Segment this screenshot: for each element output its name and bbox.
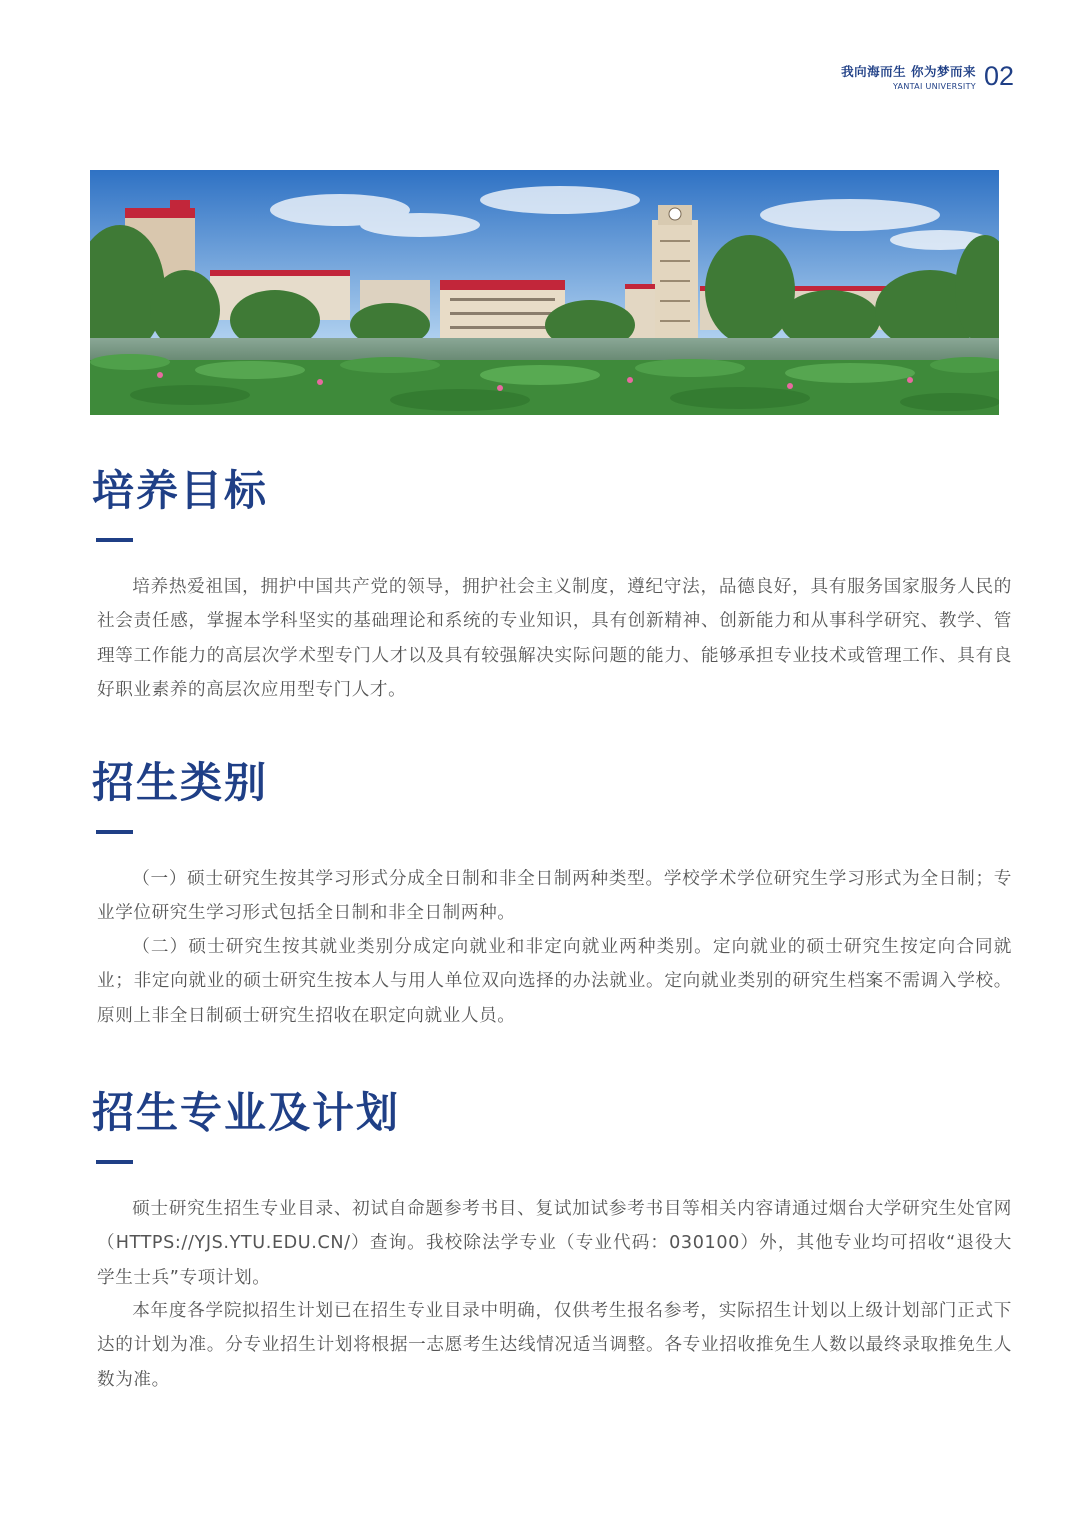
section-title-majors-and-plan: 招生专业及计划 <box>92 1088 401 1137</box>
majors-paragraph-2: 本年度各学院拟招生计划已在招生专业目录中明确，仅供考生报名参考，实际招生计划以上级计划部门正式下达的计划为准。分专业招生计划将根据一志愿考生达线情况适当调整。各专业招收推免生人数以最终录取推免生人数为准。 <box>97 1301 1012 1390</box>
clock-tower <box>652 205 698 345</box>
majors-paragraph-1: 硕士研究生招生专业目录、初试自命题参考书目、复试加试参考书目等相关内容请通过烟台大学研究生处官网（HTTPS://YJS.YTU.EDU.CN/）查询。我校除法学专业（专业代码：030100）外，其他专业均可招收“退役大学生士兵”专项计划。 <box>97 1199 1012 1288</box>
lotus-leaves <box>90 354 999 415</box>
enrollment-category-paragraph-2: （二）硕士研究生按其就业类别分成定向就业和非定向就业两种类别。定向就业的硕士研究生按定向合同就业；非定向就业的硕士研究生按本人与用人单位双向选择的办法就业。定向就业类别的研究生档案不需调入学校。原则上非全日制硕士研究生招收在职定向就业人员。 <box>97 937 1012 1026</box>
training-goals-paragraph: 培养热爱祖国，拥护中国共产党的领导，拥护社会主义制度，遵纪守法，品德良好，具有服务国家服务人民的社会责任感，掌握本学科坚实的基础理论和系统的专业知识，具有创新精神、创新能力和从事科学研究、教学、管理等工作能力的高层次学术型专门人才以及具有较强解决实际问题的能力、能够承担专业技术或管理工作、具有良好职业素养的高层次应用型专门人才。 <box>97 577 1012 700</box>
title-underline <box>96 830 133 834</box>
campus-photo <box>90 170 999 415</box>
title-underline <box>96 1160 133 1164</box>
campus-illustration <box>90 170 999 415</box>
header-text <box>841 62 976 91</box>
enrollment-category-paragraph-1: （一）硕士研究生按其学习形式分成全日制和非全日制两种类型。学校学术学位研究生学习形式为全日制；专业学位研究生学习形式包括全日制和非全日制两种。 <box>97 869 1012 924</box>
header-slogan: 我向海而生 你为梦而来 <box>841 64 976 79</box>
section-title-training-goals: 培养目标 <box>92 466 269 515</box>
header-university: YANTAI UNIVERSITY <box>892 82 976 91</box>
section-title-enrollment-category: 招生类别 <box>92 758 269 807</box>
page-number: 02 <box>983 61 1014 91</box>
central-building <box>440 280 565 340</box>
title-underline <box>96 538 133 542</box>
page-header <box>841 62 1014 91</box>
